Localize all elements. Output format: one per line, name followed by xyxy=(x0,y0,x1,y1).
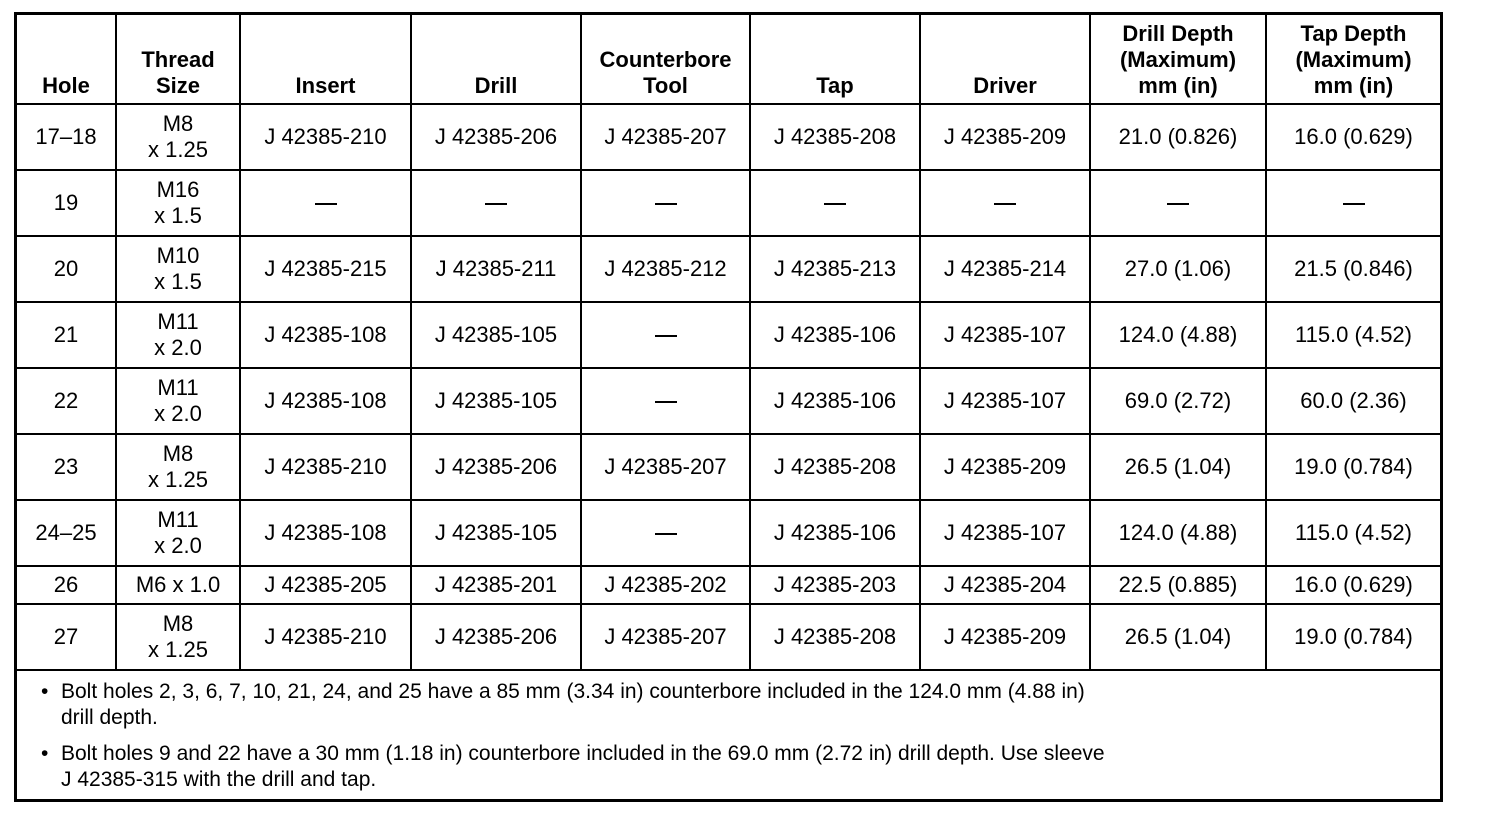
cell-drill xyxy=(411,170,581,236)
cell-counterbore xyxy=(581,500,750,566)
cell-tap: J 42385-106 xyxy=(750,500,920,566)
empty-dash xyxy=(994,203,1016,205)
cell-thread xyxy=(116,368,240,434)
note-1-line-1: Bolt holes 2, 3, 6, 7, 10, 21, 24, and 25 have a 85 mm (3.34 in) counterbore included in the 124.0 mm (4.88 in) xyxy=(61,680,1085,703)
header-driver-line-1: Driver xyxy=(973,73,1037,98)
cell-tap: J 42385-208 xyxy=(750,104,920,170)
cell-hole: 26 xyxy=(17,566,116,604)
cell-drill-depth: 22.5 (0.885) xyxy=(1090,566,1266,604)
empty-dash xyxy=(1343,203,1365,205)
thread-size-line: x 1.25 xyxy=(148,137,208,162)
cell-insert: J 42385-210 xyxy=(240,604,411,670)
cell-driver xyxy=(920,170,1090,236)
cell-tap-depth: 16.0 (0.629) xyxy=(1266,104,1440,170)
cell-driver: J 42385-107 xyxy=(920,302,1090,368)
table-row xyxy=(17,236,1440,302)
cell-tap: J 42385-213 xyxy=(750,236,920,302)
header-row xyxy=(17,15,1440,104)
thread-size-line: x 1.5 xyxy=(154,269,202,294)
header-drill-depth xyxy=(1090,15,1266,104)
cell-driver: J 42385-209 xyxy=(920,104,1090,170)
cell-drill-depth: 26.5 (1.04) xyxy=(1090,434,1266,500)
thread-size-line: x 1.25 xyxy=(148,637,208,662)
cell-drill-depth: 21.0 (0.826) xyxy=(1090,104,1266,170)
cell-tap: J 42385-203 xyxy=(750,566,920,604)
cell-drill-depth: 26.5 (1.04) xyxy=(1090,604,1266,670)
cell-driver: J 42385-107 xyxy=(920,500,1090,566)
header-tap-line-1: Tap xyxy=(816,73,854,98)
header-counterbore-tool-line-1: Counterbore xyxy=(599,47,732,72)
cell-tap-depth: 115.0 (4.52) xyxy=(1266,500,1440,566)
note-1-line-2: drill depth. xyxy=(61,706,158,729)
cell-tap-depth: 21.5 (0.846) xyxy=(1266,236,1440,302)
thread-size-line: x 2.0 xyxy=(154,335,202,360)
header-drill-depth-line-2: (Maximum) xyxy=(1119,47,1237,72)
cell-tap-depth: 19.0 (0.784) xyxy=(1266,434,1440,500)
bullet: • xyxy=(41,742,49,765)
cell-hole: 23 xyxy=(17,434,116,500)
cell-drill: J 42385-201 xyxy=(411,566,581,604)
note-2-line-1: Bolt holes 9 and 22 have a 30 mm (1.18 in) counterbore included in the 69.0 mm (2.72 in) drill depth. Use sleeve xyxy=(61,742,1105,765)
header-tap-depth xyxy=(1266,15,1440,104)
cell-counterbore: J 42385-212 xyxy=(581,236,750,302)
thread-size-line: x 1.25 xyxy=(148,467,208,492)
cell-driver: J 42385-204 xyxy=(920,566,1090,604)
cell-thread xyxy=(116,566,240,604)
cell-drill: J 42385-206 xyxy=(411,434,581,500)
cell-tap: J 42385-208 xyxy=(750,434,920,500)
cell-drill-depth: 69.0 (2.72) xyxy=(1090,368,1266,434)
cell-hole: 24–25 xyxy=(17,500,116,566)
cell-thread xyxy=(116,104,240,170)
cell-thread xyxy=(116,434,240,500)
cell-hole: 21 xyxy=(17,302,116,368)
cell-drill: J 42385-206 xyxy=(411,604,581,670)
cell-hole: 22 xyxy=(17,368,116,434)
cell-drill-depth xyxy=(1090,170,1266,236)
header-thread-size xyxy=(116,15,240,104)
cell-driver: J 42385-107 xyxy=(920,368,1090,434)
empty-dash xyxy=(655,335,677,337)
header-drill-line-1: Drill xyxy=(474,73,518,98)
cell-hole: 19 xyxy=(17,170,116,236)
thread-size-line: M8 xyxy=(162,611,194,636)
table-body xyxy=(17,104,1440,670)
cell-counterbore: J 42385-202 xyxy=(581,566,750,604)
thread-size-line: x 1.5 xyxy=(154,203,202,228)
empty-dash xyxy=(655,203,677,205)
thread-size-line: M10 xyxy=(156,243,200,268)
header-tap-depth-line-3: mm (in) xyxy=(1313,73,1394,98)
thread-size-line: M11 xyxy=(157,309,199,334)
notes-section xyxy=(17,671,1440,799)
cell-driver: J 42385-214 xyxy=(920,236,1090,302)
cell-insert: J 42385-108 xyxy=(240,500,411,566)
cell-tap-depth: 115.0 (4.52) xyxy=(1266,302,1440,368)
cell-insert: J 42385-215 xyxy=(240,236,411,302)
bullet: • xyxy=(41,680,49,703)
thread-size-line: M11 xyxy=(157,375,199,400)
cell-driver: J 42385-209 xyxy=(920,434,1090,500)
note-2-line-2: J 42385-315 with the drill and tap. xyxy=(61,768,377,791)
table-row xyxy=(17,566,1440,604)
cell-thread xyxy=(116,170,240,236)
cell-drill: J 42385-105 xyxy=(411,500,581,566)
empty-dash xyxy=(485,203,507,205)
empty-dash xyxy=(1167,203,1189,205)
header-thread-size-line-1: Thread xyxy=(141,47,215,72)
cell-drill-depth: 124.0 (4.88) xyxy=(1090,500,1266,566)
cell-hole: 17–18 xyxy=(17,104,116,170)
header-counterbore-tool xyxy=(581,15,750,104)
table-row xyxy=(17,604,1440,670)
cell-thread xyxy=(116,604,240,670)
header-tap-depth-line-1: Tap Depth xyxy=(1300,21,1407,46)
thread-size-line: M11 xyxy=(157,507,199,532)
cell-insert: J 42385-210 xyxy=(240,104,411,170)
header-thread-size-line-2: Size xyxy=(155,73,201,98)
thread-size-line: M16 xyxy=(156,177,200,202)
cell-tap-depth: 19.0 (0.784) xyxy=(1266,604,1440,670)
cell-counterbore: J 42385-207 xyxy=(581,604,750,670)
cell-tap: J 42385-106 xyxy=(750,368,920,434)
thread-size-line: M8 xyxy=(162,441,194,466)
empty-dash xyxy=(655,401,677,403)
header-driver xyxy=(920,15,1090,104)
header-drill-depth-line-1: Drill Depth xyxy=(1122,21,1234,46)
table-row xyxy=(17,368,1440,434)
empty-dash xyxy=(655,533,677,535)
cell-hole: 20 xyxy=(17,236,116,302)
cell-drill-depth: 124.0 (4.88) xyxy=(1090,302,1266,368)
header-tap-depth-line-2: (Maximum) xyxy=(1295,47,1412,72)
cell-insert: J 42385-108 xyxy=(240,302,411,368)
table-row xyxy=(17,434,1440,500)
cell-driver: J 42385-209 xyxy=(920,604,1090,670)
empty-dash xyxy=(824,203,846,205)
cell-insert: J 42385-205 xyxy=(240,566,411,604)
header-insert xyxy=(240,15,411,104)
table-row xyxy=(17,302,1440,368)
cell-tap-depth: 16.0 (0.629) xyxy=(1266,566,1440,604)
cell-drill-depth: 27.0 (1.06) xyxy=(1090,236,1266,302)
thread-size-line: M6 x 1.0 xyxy=(135,572,221,597)
header-hole xyxy=(17,15,116,104)
empty-dash xyxy=(315,203,337,205)
table-row xyxy=(17,500,1440,566)
tool-specification-table xyxy=(17,15,1440,671)
cell-tap-depth xyxy=(1266,170,1440,236)
cell-insert: J 42385-108 xyxy=(240,368,411,434)
cell-counterbore: J 42385-207 xyxy=(581,104,750,170)
thread-size-line: M8 xyxy=(162,111,194,136)
cell-tap xyxy=(750,170,920,236)
header-drill xyxy=(411,15,581,104)
table-row xyxy=(17,170,1440,236)
cell-drill: J 42385-206 xyxy=(411,104,581,170)
cell-insert: J 42385-210 xyxy=(240,434,411,500)
thread-size-line: x 2.0 xyxy=(154,401,202,426)
thread-size-line: x 2.0 xyxy=(154,533,202,558)
header-counterbore-tool-line-2: Tool xyxy=(643,73,688,98)
cell-tap: J 42385-106 xyxy=(750,302,920,368)
note-item xyxy=(41,741,1430,793)
cell-counterbore xyxy=(581,368,750,434)
tool-specification-table-frame xyxy=(14,12,1443,802)
header-hole-line-1: Hole xyxy=(42,73,90,98)
cell-thread xyxy=(116,500,240,566)
cell-thread xyxy=(116,236,240,302)
table-row xyxy=(17,104,1440,170)
cell-counterbore xyxy=(581,302,750,368)
cell-drill: J 42385-211 xyxy=(411,236,581,302)
cell-tap: J 42385-208 xyxy=(750,604,920,670)
note-item xyxy=(41,679,1430,731)
cell-drill: J 42385-105 xyxy=(411,368,581,434)
cell-drill: J 42385-105 xyxy=(411,302,581,368)
cell-hole: 27 xyxy=(17,604,116,670)
cell-thread xyxy=(116,302,240,368)
cell-counterbore xyxy=(581,170,750,236)
header-insert-line-1: Insert xyxy=(295,73,356,98)
cell-counterbore: J 42385-207 xyxy=(581,434,750,500)
cell-insert xyxy=(240,170,411,236)
header-tap xyxy=(750,15,920,104)
header-drill-depth-line-3: mm (in) xyxy=(1138,73,1218,98)
cell-tap-depth: 60.0 (2.36) xyxy=(1266,368,1440,434)
